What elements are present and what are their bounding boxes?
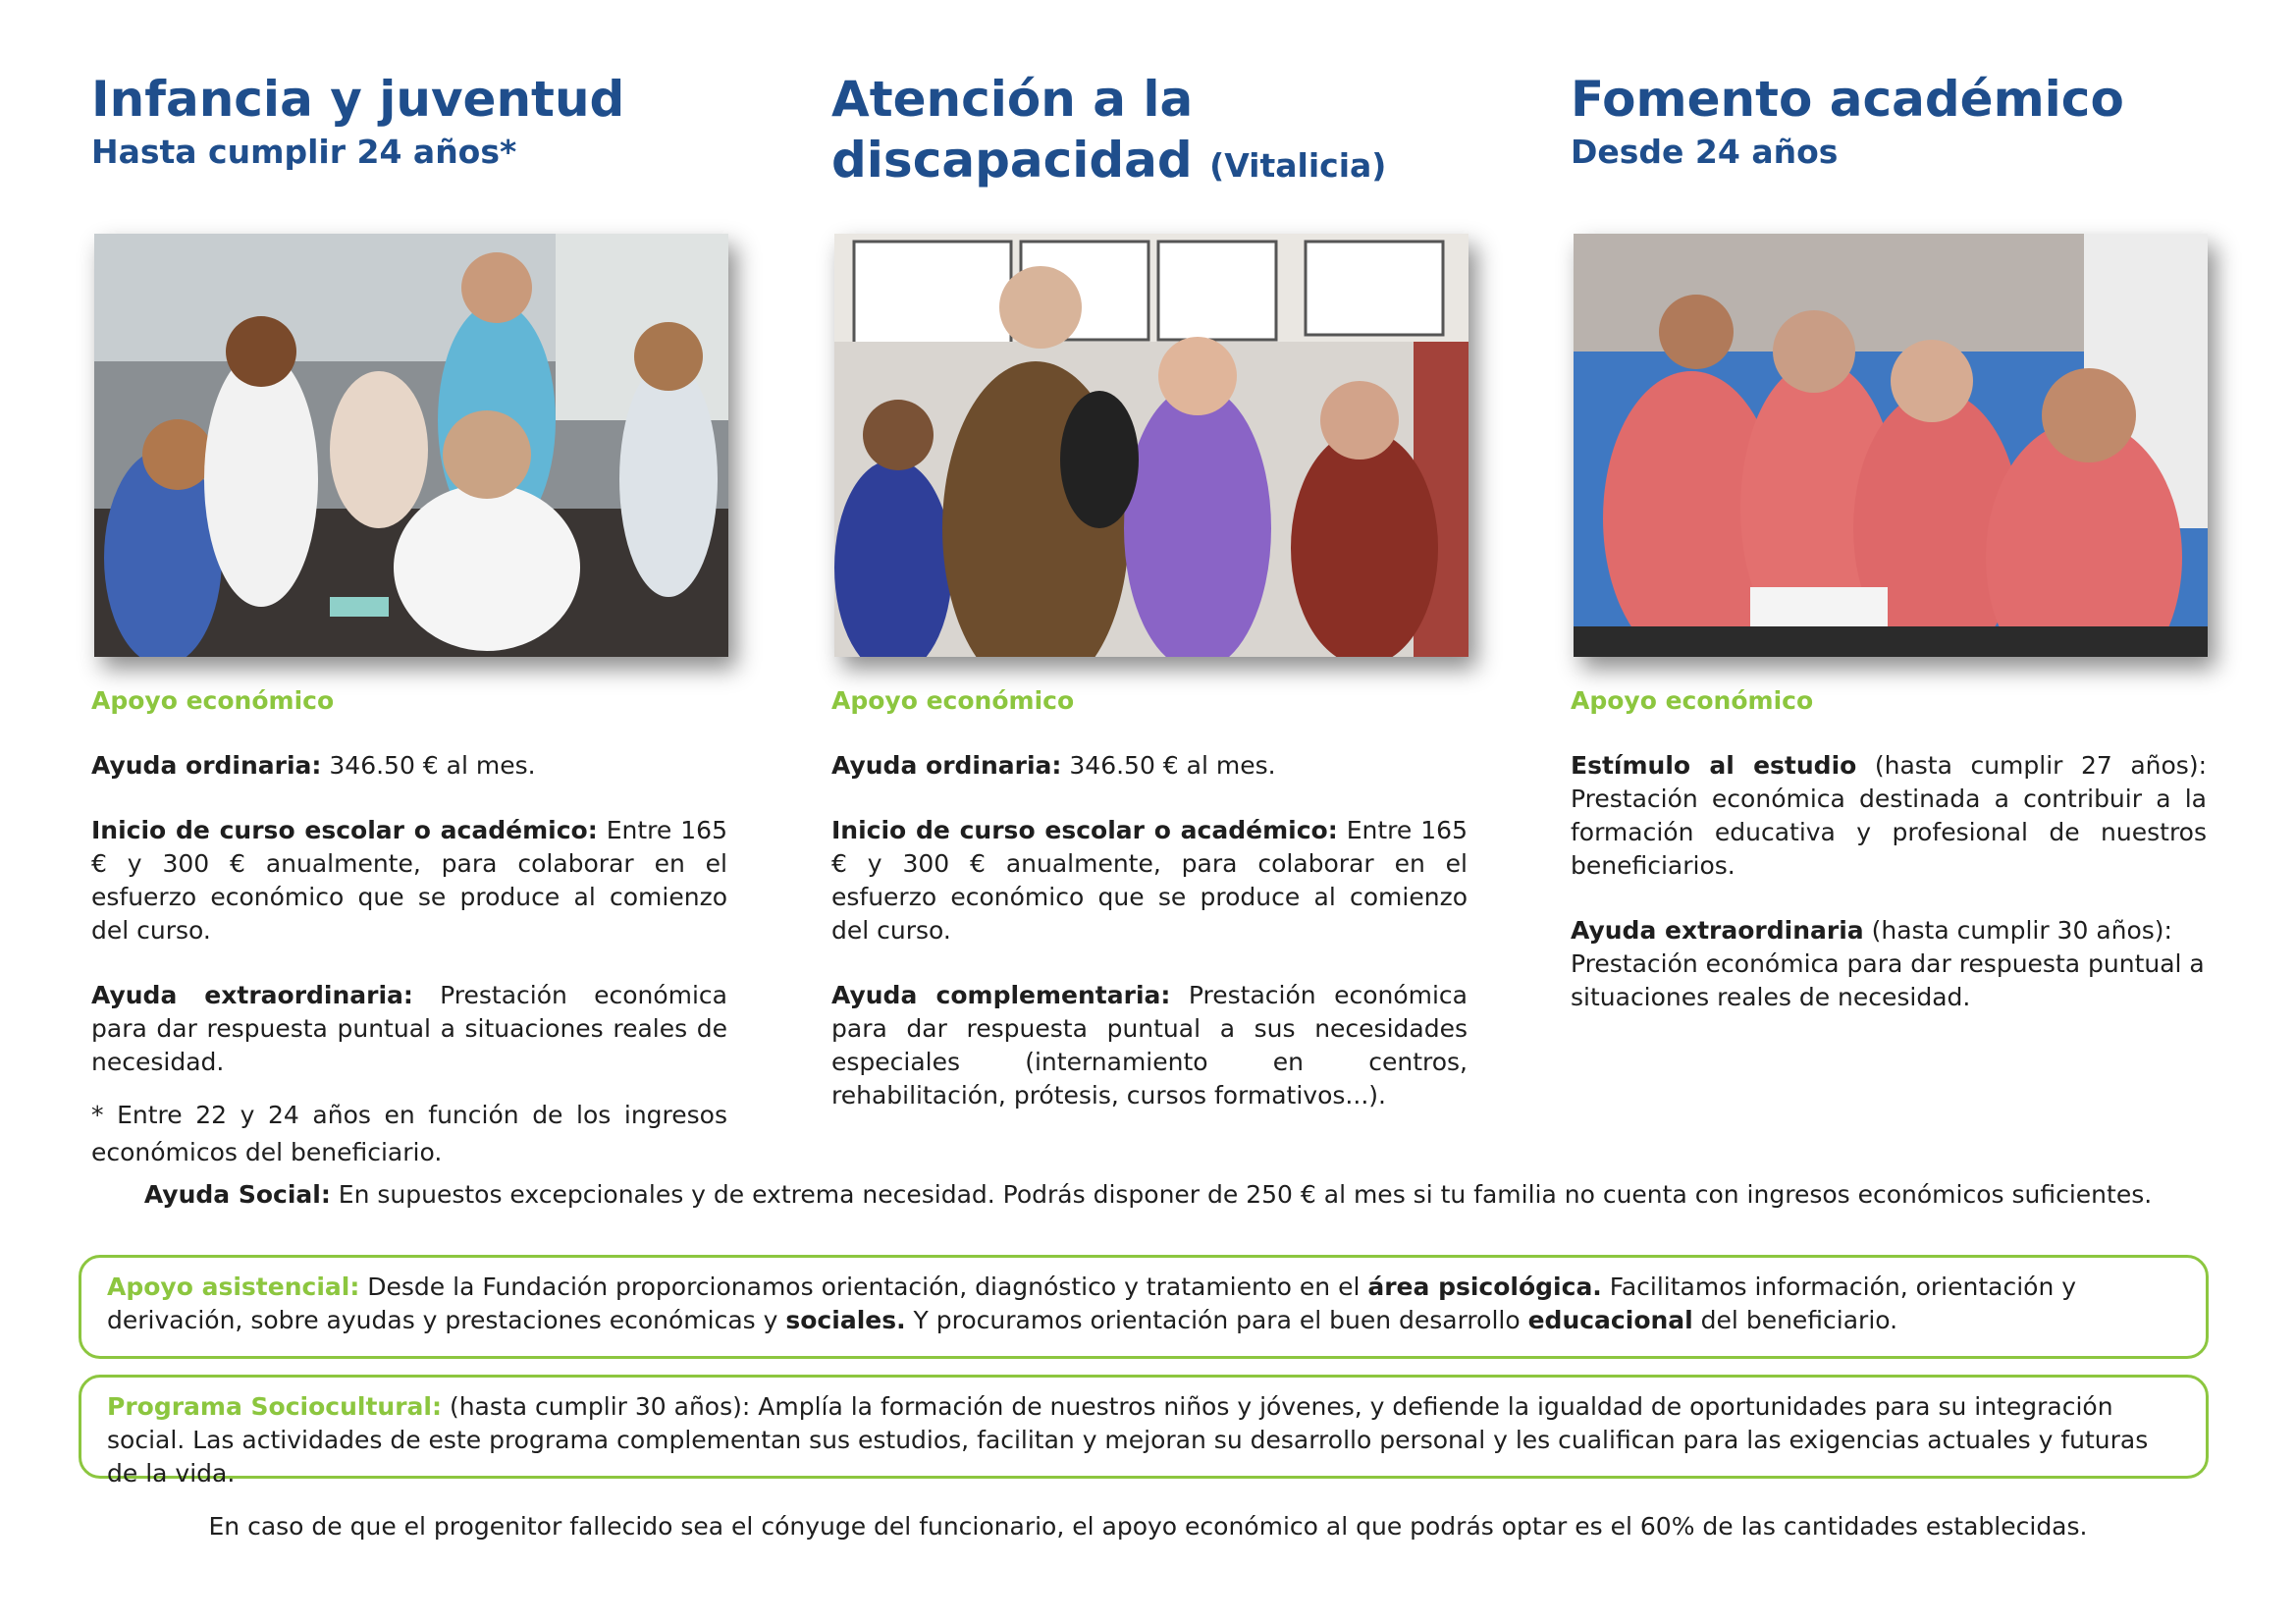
item-ayuda-complementaria: Ayuda complementaria: Prestación económica para dar respuesta puntual a sus necesidades especiales (internamiento en centros, rehabilitación, prótesis, cursos formativos...). <box>831 981 1468 1110</box>
social-label: Ayuda Social: <box>143 1180 331 1209</box>
item-estimulo-estudio: Estímulo al estudio (hasta cumplir 27 años): Prestación económica destinada a contribuir a la formación educativa y profesional de nuestros beneficiarios. <box>1571 751 2207 880</box>
item-ayuda-ordinaria: Ayuda ordinaria: 346.50 € al mes. <box>91 751 536 780</box>
column-title <box>831 69 1468 190</box>
item-ayuda-extraordinaria: Ayuda extraordinaria (hasta cumplir 30 años): Prestación económica para dar respuesta puntual a situaciones reales de necesidad. <box>1571 916 2205 1011</box>
title-subtitle: Hasta cumplir 24 años* <box>91 133 517 171</box>
item-ayuda-ordinaria: Ayuda ordinaria: 346.50 € al mes. <box>831 751 1276 780</box>
title-vitalicia: (Vitalicia) <box>1209 146 1387 185</box>
sociocultural-text: (hasta cumplir 30 años): Amplía la formación de nuestros niños y jóvenes, y defiende la igualdad de oportunidades para su integración social. Las actividades de este programa complementan sus estudios, facilitan y mejoran su desarrollo personal y les cualifican para las exigencias actuales y futuras de la vida. <box>107 1392 2149 1488</box>
social-aid <box>0 1178 2296 1212</box>
photo-children-group <box>94 234 728 657</box>
footer-note: En caso de que el progenitor fallecido sea el cónyuge del funcionario, el apoyo económico al que podrás optar es el 60% de las cantidades establecidas. <box>208 1512 2088 1541</box>
item-ayuda-extraordinaria: Ayuda extraordinaria: Prestación económica para dar respuesta puntual a situaciones reales de necesidad. <box>91 981 727 1076</box>
column-infancia <box>91 69 727 1166</box>
photo-students-group <box>1574 234 2208 657</box>
footnote: * Entre 22 y 24 años en función de los ingresos económicos del beneficiario. <box>91 1101 727 1166</box>
social-text: En supuestos excepcionales y de extrema necesidad. Podrás disponer de 250 € al mes si tu familia no cuenta con ingresos económicos suficientes. <box>330 1180 2153 1209</box>
column-content <box>831 684 1468 1144</box>
title-text-line2: discapacidad <box>831 132 1193 189</box>
support-label: Apoyo económico <box>831 686 1075 715</box>
asistencial-box: Apoyo asistencial: Desde la Fundación proporcionamos orientación, diagnóstico y tratamiento en el área psicológica. Facilitamos información, orientación y derivación, sobre ayudas y prestaciones económicas y sociales. Y procuramos orientación para el buen desarrollo educacional del beneficiario. <box>79 1255 2209 1359</box>
column-fomento <box>1571 69 2207 1011</box>
column-content <box>91 684 727 1171</box>
support-label: Apoyo económico <box>1571 686 1814 715</box>
column-title <box>1571 69 2207 190</box>
title-text: Fomento académico <box>1571 71 2124 128</box>
title-text: Atención a la <box>831 71 1194 128</box>
photo-adults-group <box>834 234 1468 657</box>
sociocultural-box <box>79 1375 2209 1488</box>
title-subtitle: Desde 24 años <box>1571 133 1839 171</box>
sociocultural-label: Programa Sociocultural: <box>107 1392 442 1421</box>
support-label: Apoyo económico <box>91 686 335 715</box>
column-content <box>1571 684 2207 1046</box>
item-inicio-curso: Inicio de curso escolar o académico: Entre 165 € y 300 € anualmente, para colaborar en el esfuerzo económico que se produce al comienzo del curso. <box>91 816 727 945</box>
column-discapacidad <box>831 69 1468 1110</box>
column-title <box>91 69 727 190</box>
asistencial-label: Apoyo asistencial: <box>107 1272 360 1301</box>
item-inicio-curso: Inicio de curso escolar o académico: Entre 165 € y 300 € anualmente, para colaborar en el esfuerzo económico que se produce al comienzo del curso. <box>831 816 1468 945</box>
title-text: Infancia y juventud <box>91 71 625 128</box>
